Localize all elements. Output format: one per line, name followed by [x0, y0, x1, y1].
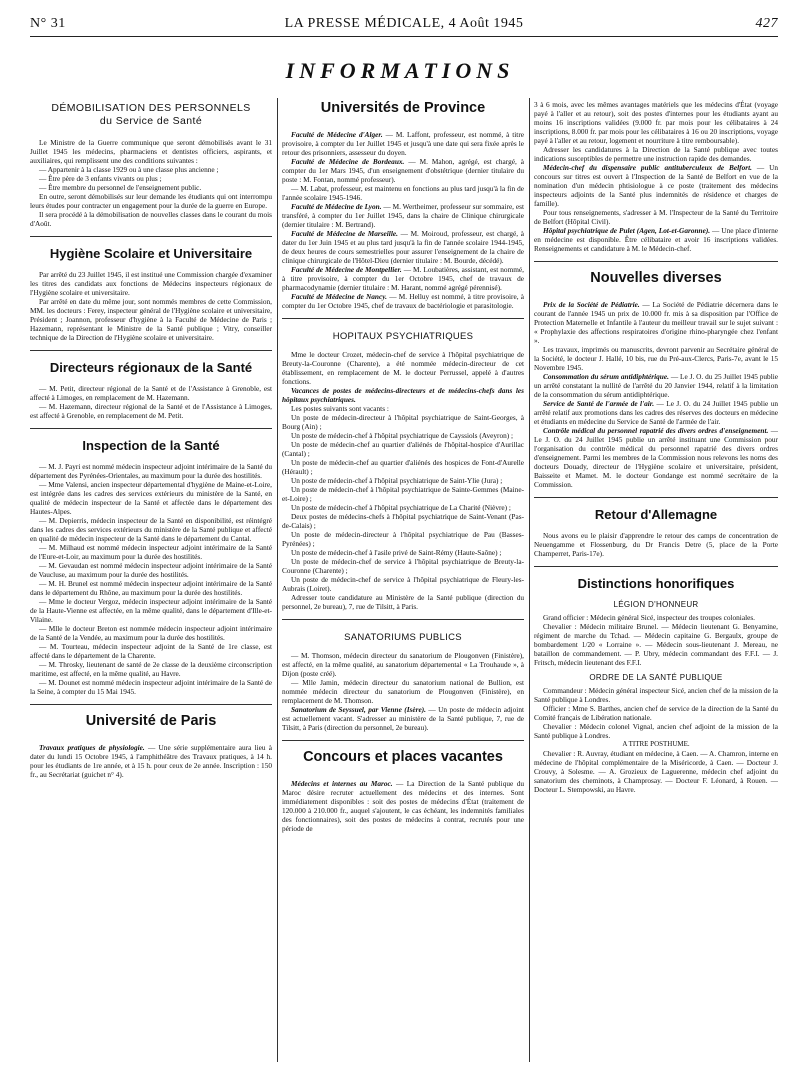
article-paragraph: Un poste de médecin-chef au quartier d'aliénés des hospices de Font-d'Aurelle (Hérault) ;: [282, 458, 524, 476]
paragraph-body: — M. Moiroud, professeur, est chargé, à dater du 1er Juin 1945 et au plus tard jusqu'à la fin de l'année scolaire 1944-1945, de deux heures de cours semestrielles pour assurer l'enseignement de la chaire de clinique chirurgicale de l'Hôtel-Dieu (dernier titulaire : M. Bourde, décédé).: [282, 229, 524, 265]
article-paragraph: — M. Dounet est nommé médecin inspecteur adjoint intérimaire de la Santé de la Seine, à compter du 15 Mai 1945.: [30, 678, 272, 696]
demobilisation-heading: [30, 102, 272, 128]
article-paragraph: Le Ministre de la Guerre communique que seront démobilisés avant le 31 Juillet 1945 les médecins, pharmaciens et dentistes officiers, aspirants, et auxiliaires, qui remplissent une des conditions suivantes :: [30, 138, 272, 165]
section-divider: [282, 740, 524, 741]
paragraph-body: — M. Mahon, agrégé, est chargé, à compter du 1er Mars 1945, d'un enseignement d'obstétrique (dernier titulaire du poste : M. Fontan, nommé professeur).: [282, 157, 524, 184]
nouvelles-heading: Nouvelles diverses: [590, 270, 722, 286]
paragraph-lead: Faculté de Médecine de Marseille.: [291, 229, 398, 238]
article-paragraph: — Appartenir à la classe 1929 ou à une classe plus ancienne ;: [39, 165, 219, 174]
paragraph-lead: Médecins et internes au Maroc.: [291, 779, 393, 788]
article-paragraph: — M. Milhaud est nommé médecin inspecteur adjoint intérimaire de la Santé de l'Eure-et-Loir, au maximum pour la durée des hostilités.: [30, 543, 272, 561]
ordre-sante-subheading: ORDRE DE LA SANTÉ PUBLIQUE: [589, 673, 723, 682]
paragraph-body: — M. Helluy est nommé, à titre provisoire, à compter du 1er Octobre 1945, chef de travaux de bactériologie et parasitologie.: [282, 292, 524, 310]
article-paragraph: Chevalier : Médecin colonel Vignal, ancien chef adjoint de la mission de la Santé publique à Londres.: [534, 722, 778, 740]
paragraph-body: — Le J. O. du 25 Juillet 1945 publie un arrêté constatant la nullité de l'arrêté du 20 Janvier 1944, relatif à la limitation de la consommation du sérum antidiphtérique.: [534, 372, 778, 399]
article-paragraph: Adresser toute candidature au Ministère de la Santé publique (direction du personnel, 2e bureau), 7, rue de Tilsitt, à Paris.: [282, 593, 524, 611]
article-paragraph: Un poste de médecin-chef à l'hôpital psychiatrique de Cayssiols (Aveyron) ;: [291, 431, 514, 440]
article-paragraph: Un poste de médecin-chef à l'hôpital psychiatrique de La Charité (Nièvre) ;: [291, 503, 511, 512]
article-paragraph: [282, 157, 524, 184]
article-paragraph: [282, 292, 524, 310]
paragraph-lead: Sanatorium de Seyssuel, par Vienne (Isère).: [291, 705, 426, 714]
article-paragraph: — M. Gevaudan est nommé médecin inspecteur adjoint intérimaire de la Santé de Vaucluse, au maximum pour la durée des hostilités.: [30, 561, 272, 579]
article-paragraph: — M. Thomson, médecin directeur du sanatorium de Plougonven (Finistère), est affecté, en la même qualité, au sanatorium départemental « La Trouhaude », à Dijon (poste créé).: [282, 651, 524, 678]
article-paragraph: 3 à 6 mois, avec les mêmes avantages matériels que les médecins d'État (voyage payé à l'aller et au retour), soit des postes d'internes pour les étudiants ayant au moins 16 inscriptions validées (9.000 fr. par mois pour les célibataires à 24 inscriptions, 8.000 fr. par mois pour les célibataires à 16 ou 20 inscriptions, voyage payé à l'aller et au retour, logement et nourriture à titre remboursable).: [534, 100, 778, 145]
section-divider: [534, 261, 778, 262]
page-number: 427: [755, 16, 778, 31]
article-paragraph: Par arrêté en date du même jour, sont nommés membres de cette Commission, MM. les docteurs : Ferey, inspecteur général de l'Hygiène scolaire et universitaire, Président ; Joannon, professeur d'hygiène à la Faculté de Médecine de Paris ; Hazemann, représentant le Ministre de la Santé publique ; Vitry, conseiller technique de la Direction de l'Hygiène scolaire et universitaire.: [30, 297, 272, 342]
article-paragraph: Un poste de médecin-directeur à l'hôpital psychiatrique de Saint-Georges, à Bourg (Ain) ;: [282, 413, 524, 431]
article-paragraph: Un poste de médecin-directeur à l'hôpital psychiatrique de Pau (Basses-Pyrénées) ;: [282, 530, 524, 548]
column-3: [534, 94, 778, 1074]
column-rule: [529, 98, 530, 1062]
article-paragraph: Nous avons eu le plaisir d'apprendre le retour des camps de concentration de Neuengamme et Flossenburg, du Dr Francis Detre (5, place de la Porte Champerret, Paris-17e).: [534, 531, 778, 558]
paragraph-lead: Médecin-chef du dispensaire public antituberculeux de Belfort.: [543, 163, 752, 172]
article-paragraph: — Mme Valensi, ancien inspecteur départemental d'hygiène de Maine-et-Loire, est intégrée dans les cadres des services extérieurs du ministère de la Santé, en qualité de médecin inspecteur de la Santé et affectée dans le département des Hautes-Alpes.: [30, 480, 272, 516]
paragraph-body: — Un poste de médecin adjoint est actuellement vacant. S'adresser au ministère de la Santé publique, 7, rue de Tilsitt, à Paris (direction du personnel, 2e bureau).: [282, 705, 524, 732]
sanatoriums-heading: SANATORIUMS PUBLICS: [344, 632, 462, 643]
column-2: [282, 94, 524, 1074]
article-paragraph: Mme le docteur Crozet, médecin-chef de service à l'hôpital psychiatrique de Breuty-la-Couronne (Charente), a été nommée médecin-directeur de cet établissement, en remplacement de M. le docteur Perrussel, appelé à d'autres fonctions.: [282, 350, 524, 386]
column-1: [30, 94, 272, 1074]
directeurs-heading: Directeurs régionaux de la Santé: [49, 360, 253, 375]
article-paragraph: — Être membre du personnel de l'enseignement public.: [39, 183, 202, 192]
issue-number: N° 31: [30, 16, 66, 31]
article-paragraph: Grand officier : Médecin général Sicé, inspecteur des troupes coloniales.: [543, 613, 756, 622]
article-paragraph: Adresser les candidatures à la Direction de la Santé publique avec toutes indications susceptibles de permettre une instruction rapide des demandes.: [534, 145, 778, 163]
demobilisation-heading-line1: DÉMOBILISATION DES PERSONNELS: [51, 102, 251, 114]
section-divider: [282, 318, 524, 319]
columns: [30, 94, 778, 1074]
article-paragraph: [282, 202, 524, 229]
paragraph-lead: Faculté de Médecine d'Alger.: [291, 130, 383, 139]
article-paragraph: Par arrêté du 23 Juillet 1945, il est institué une Commission chargée d'examiner les titres des candidats aux fonctions de Médecins inspecteurs régionaux de l'Hygiène scolaire et universitaire.: [30, 270, 272, 297]
article-paragraph: Un poste de médecin-chef à l'hôpital psychiatrique de Sainte-Gemmes (Maine-et-Loire) ;: [282, 485, 524, 503]
paragraph-body: — La Société de Pédiatrie décernera dans le courant de l'année 1945 un prix de 10.000 fr. mis à sa disposition par l'Office de Protection Maternelle et Infantile à l'auteur du meilleur travail sur le sujet suivant : « Prophylaxie des affections respiratoires d'origine rhino-pharyngée chez l'enfant ».: [534, 300, 778, 345]
running-head: [30, 16, 778, 36]
paragraph-body: — Une série supplémentaire aura lieu à dater du lundi 15 Octobre 1945, à l'amphithéâtre des Travaux pratiques, à 14 h. pour les étudiants de 1re année, et à 15 h. pour ceux de 2e année. Inscription : 150 fr., au Secrétariat (guichet n° 4).: [30, 743, 272, 779]
demobilisation-heading-line2: du Service de Santé: [99, 115, 203, 127]
article-paragraph: Un poste de médecin-chef au quartier d'aliénés de l'hôpital-hospice d'Aurillac (Cantal) ;: [282, 440, 524, 458]
article-paragraph: — M. J. Payri est nommé médecin inspecteur adjoint intérimaire de la Santé du département des Pyrénées-Orientales, au maximum pour la durée des hostilités.: [30, 462, 272, 480]
hopitaux-heading: HOPITAUX PSYCHIATRIQUES: [332, 331, 474, 342]
article-paragraph: Chevalier : R. Auvray, étudiant en médecine, à Caen. — A. Chamron, interne en médecine de l'hôpital complémentaire de la Miséricorde, à Caen. — Docteur J. Crouvy, à Solesme. — A. Grozieux de Laguerenne, médecin chef adjoint du sanatorium des cheminots, à Champrosay. — Docteur F. Léonard, à Rouen. — Docteur L. Stempowski, au Havre.: [534, 749, 778, 794]
section-divider: [534, 566, 778, 567]
article-paragraph: Deux postes de médecins-chefs à l'hôpital psychiatrique de Saint-Venant (Pas-de-Calais) ;: [282, 512, 524, 530]
article-paragraph: — Mlle le docteur Breton est nommée médecin inspecteur adjoint intérimaire de la Santé de la Vendée, au maximum pour la durée des hostilités.: [30, 624, 272, 642]
article-paragraph: — M. Throsky, lieutenant de santé de 2e classe de la deuxième circonscription maritime, est affecté, en la même qualité, au Havre.: [30, 660, 272, 678]
article-paragraph: [30, 743, 272, 779]
article-paragraph: [534, 163, 778, 208]
section-divider: [30, 704, 272, 705]
section-divider: [534, 497, 778, 498]
distinctions-heading: Distinctions honorifiques: [577, 576, 735, 591]
article-paragraph: — M. Hazemann, directeur régional de la Santé et de l'Assistance à Limoges, est affecté à Grenoble, en remplacement de M. Petit.: [30, 402, 272, 420]
article-paragraph: [282, 779, 524, 833]
paragraph-body: — Le J. O. du 24 Juillet 1945 publie un arrêté relatif aux promotions dans les cadres des réserves des docteurs en médecine et étudiants en médecine du Service de Santé de l'armée de l'air.: [534, 399, 778, 426]
inspection-heading: Inspection de la Santé: [82, 438, 220, 453]
paragraph-lead: Travaux pratiques de physiologie.: [39, 743, 145, 752]
article-paragraph: Un poste de médecin-chef de service à l'hôpital psychiatrique de Breuty-la-Couronne (Charente) ;: [282, 557, 524, 575]
article-paragraph: [282, 386, 524, 404]
concours-heading: Concours et places vacantes: [303, 749, 503, 765]
article-paragraph: Un poste de médecin-chef à l'asile privé de Saint-Rémy (Haute-Saône) ;: [291, 548, 502, 557]
article-paragraph: [282, 130, 524, 157]
posthume-subheading: A TITRE POSTHUME.: [622, 740, 690, 748]
section-divider: [30, 236, 272, 237]
paragraph-lead: Faculté de Médecine de Lyon.: [291, 202, 382, 211]
article-paragraph: [534, 300, 778, 345]
paragraph-body: — Le J. O. du 24 Juillet 1945 publie un arrêté instituant une Commission pour l'organisation du contrôle médical du personnel rapatrié des divers ordres d'enseignement. Parmi les membres de la Commission nous relevons les noms des docteurs Douady, directeur de l'Hygiène scolaire et universitaire, président, Baisseite et Mamet. M. le docteur Gondange est nommé secrétaire de la Commission.: [534, 426, 778, 489]
article-paragraph: [534, 399, 778, 426]
article-paragraph: — M. H. Brunel est nommé médecin inspecteur adjoint intérimaire de la Santé dans le département du Rhône, au maximum pour la durée des hostilités.: [30, 579, 272, 597]
province-heading: Universités de Province: [320, 100, 486, 116]
article-paragraph: Les postes suivants sont vacants :: [291, 404, 389, 413]
article-paragraph: — Être père de 3 enfants vivants ou plus ;: [39, 174, 162, 183]
paragraph-body: — Une place d'interne en médecine est disponible. Être célibataire et avoir 16 inscriptions validées. Renseignements et candidature à M. le Médecin-chef.: [534, 226, 778, 253]
article-paragraph: — M. Tourteau, médecin inspecteur adjoint de la Santé de 1re classe, est affecté dans le département de la Charente.: [30, 642, 272, 660]
paris-heading: Université de Paris: [85, 713, 217, 729]
header-rule: [30, 36, 778, 37]
paragraph-lead: Prix de la Société de Pédiatrie.: [543, 300, 640, 309]
journal-title: LA PRESSE MÉDICALE, 4 Août 1945: [284, 16, 524, 31]
paragraph-lead: Consommation du sérum antidiphtérique.: [543, 372, 669, 381]
article-paragraph: [534, 372, 778, 399]
article-paragraph: [282, 265, 524, 292]
paragraph-body: — M. Wertheimer, professeur sur sommaire, est transféré, à compter du 1er Juillet 1945, dans la chaire de Clinique chirurgicale (dernier titulaire : M. Bertrand).: [282, 202, 524, 229]
paragraph-body: — Un concours sur titres est ouvert à l'Inspection de la Santé de Belfort en vue de la nomination d'un médecin phtisiologue à ce poste (traitement des médecins inspecteurs adjoints de la Santé plus indemnités de résidence et charges de famille).: [534, 163, 778, 208]
article-paragraph: Officier : Mme S. Barthes, ancien chef de service de la direction de la Santé du Comité français de Libération nationale.: [534, 704, 778, 722]
section-divider: [282, 619, 524, 620]
article-paragraph: Pour tous renseignements, s'adresser à M. l'Inspecteur de la Santé du Territoire de Belfort (Hôpital Civil).: [534, 208, 778, 226]
section-divider: [30, 428, 272, 429]
article-paragraph: Chevalier : Médecin militaire Brunel. — Médecin lieutenant G. Benyamine, régiment de marche du Tchad. — Médecin capitaine G. Bergaulx, groupe de bombardement 1/20 « Lorraine ». — Médecin sous-lieutenant J. Mereau, ne bataillon de commandement. — P. Ubry, médecin commandant des F.F.I. — J. Fritsch, médecin lieutenant des F.F.I.: [534, 622, 778, 667]
retour-heading: Retour d'Allemagne: [594, 507, 718, 522]
paragraph-lead: Faculté de Médecine de Montpellier.: [291, 265, 402, 274]
article-paragraph: [534, 426, 778, 489]
paragraph-body: — M. Laffont, professeur, est nommé, à titre provisoire, à compter du 1er Juillet 1945 et jusqu'à une date qui sera fixée après le retour des prisonniers, assesseur du doyen.: [282, 130, 524, 157]
legion-honneur-subheading: LÉGION D'HONNEUR: [613, 600, 699, 609]
article-paragraph: En outre, seront démobilisés sur leur demande les étudiants qui ont interrompu leurs études pour contracter un engagement pour la durée de la guerre en Europe.: [30, 192, 272, 210]
article-paragraph: — M. Depierris, médecin inspecteur de la Santé en disponibilité, est réintégré dans les cadres des services extérieurs du ministère de la Santé publique et affecté en qualité de médecin inspecteur de la Santé dans le département du Cantal.: [30, 516, 272, 543]
paragraph-body: — La Direction de la Santé publique du Maroc désire recruter actuellement des médecins et des internes. Sont immédiatement disponibles : soit des postes de médecins d'État (traitement de 120.000 à 210.000 fr., auquel s'ajoutent, le cas échéant, les indemnités familiales des fonctionnaires), soit des postes de médecins à contrat, recrutés pour une période de: [282, 779, 524, 833]
column-rule: [277, 98, 278, 1062]
article-paragraph: [282, 705, 524, 732]
paragraph-lead: Contrôle médical du personnel rapatrié des divers ordres d'enseignement.: [543, 426, 769, 435]
section-divider: [30, 350, 272, 351]
article-paragraph: Les travaux, imprimés ou manuscrits, devront parvenir au Secrétaire général de la Société, le docteur J. Hallé, 10 bis, rue du Pré-aux-Clercs, Paris-7e, avant le 15 Novembre 1945.: [534, 345, 778, 372]
paragraph-lead: Faculté de Médecine de Nancy.: [291, 292, 387, 301]
paragraph-lead: Vacances de postes de médecins-directeurs et de médecins-chefs dans les hôpitaux psychiatriques.: [282, 386, 524, 404]
article-paragraph: — Mlle Jamin, médecin directeur du sanatorium national de Bullion, est nommée médecin directeur du sanatorium de Plougonven (Finistère), en remplacement de M. Thomson.: [282, 678, 524, 705]
article-paragraph: [534, 226, 778, 253]
hygiene-heading: Hygiène Scolaire et Universitaire: [49, 246, 253, 261]
article-paragraph: [282, 229, 524, 265]
article-paragraph: Un poste de médecin-chef de service à l'hôpital psychiatrique de Fleury-les-Aubrais (Loiret).: [282, 575, 524, 593]
article-paragraph: Un poste de médecin-chef à l'hôpital psychiatrique de Saint-Ylie (Jura) ;: [291, 476, 503, 485]
paragraph-lead: Hôpital psychiatrique de Pulet (Agen, Lot-et-Garonne).: [543, 226, 711, 235]
paragraph-body: — M. Loubatières, assistant, est nommé, à titre provisoire, à compter du 1er Octobre 1945, chef de travaux de pharmacodynamie (dernier titulaire : M. Harant, nommé agrégé pérennisé).: [282, 265, 524, 292]
paragraph-lead: Service de Santé de l'armée de l'air.: [543, 399, 655, 408]
article-paragraph: — Mme le docteur Vergoz, médecin inspecteur adjoint intérimaire de la Santé de la Haute-Vienne est affectée, en la même qualité, dans le département d'Ille-et-Vilaine.: [30, 597, 272, 624]
section-masthead: INFORMATIONS: [285, 58, 515, 83]
paragraph-lead: Faculté de Médecine de Bordeaux.: [291, 157, 405, 166]
article-paragraph: — M. Labat, professeur, est maintenu en fonctions au plus tard jusqu'à la fin de l'année scolaire 1945-1946.: [282, 184, 524, 202]
article-paragraph: — M. Petit, directeur régional de la Santé et de l'Assistance à Grenoble, est affecté à Limoges, en remplacement de M. Hazemann.: [30, 384, 272, 402]
article-paragraph: Commandeur : Médecin général inspecteur Sicé, ancien chef de la mission de la Santé publique à Londres.: [534, 686, 778, 704]
article-paragraph: Il sera procédé à la démobilisation de nouvelles classes dans le courant du mois d'Août.: [30, 210, 272, 228]
